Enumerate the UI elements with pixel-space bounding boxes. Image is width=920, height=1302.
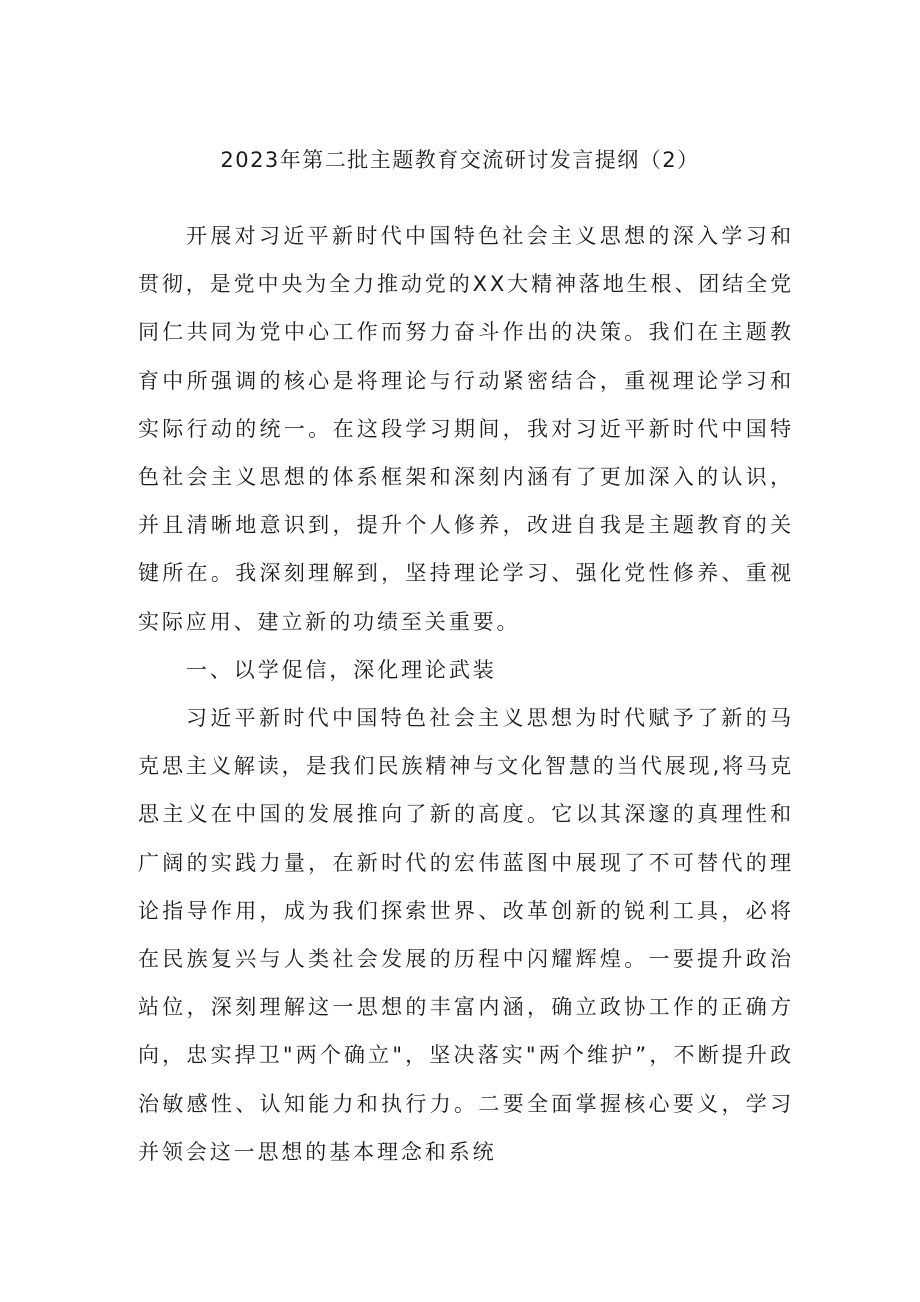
section-heading: 一、以学促信，深化理论武装	[186, 657, 497, 682]
intro-paragraph: 开展对习近平新时代中国特色社会主义思想的深入学习和贯彻，是党中央为全力推动党的XX大精神落地生根、团结全党同仁共同为党中心工作而努力奋斗作出的决策。我们在主题教育中所强调的核心是将理论与行动紧密结合，重视理论学习和实际行动的统一。在这段学习期间，我对习近平新时代中国特色社会主义思想的体系框架和深刻内涵有了更加深入的认识，并且清晰地意识到，提升个人修养，改进自我是主题教育的关键所在。我深刻理解到，坚持理论学习、强化党性修养、重视实际应用、建立新的功绩至关重要。	[138, 224, 794, 634]
body-paragraph: 习近平新时代中国特色社会主义思想为时代赋予了新的马克思主义解读，是我们民族精神与文化智慧的当代展现,将马克思主义在中国的发展推向了新的高度。它以其深邃的真理性和广阔的实践力量，在新时代的宏伟蓝图中展现了不可替代的理论指导作用，成为我们探索世界、改革创新的锐利工具，必将在民族复兴与人类社会发展的历程中闪耀辉煌。一要提升政治站位，深刻理解这一思想的丰富内涵，确立政协工作的正确方向，忠实捍卫"两个确立"，坚决落实"两个维护”，不断提升政治敏感性、认知能力和执行力。二要全面掌握核心要义，学习并领会这一思想的基本理念和系统	[138, 706, 794, 1164]
document-body	[138, 212, 794, 1176]
document-title: 2023年第二批主题教育交流研讨发言提纲（2）	[220, 148, 700, 172]
